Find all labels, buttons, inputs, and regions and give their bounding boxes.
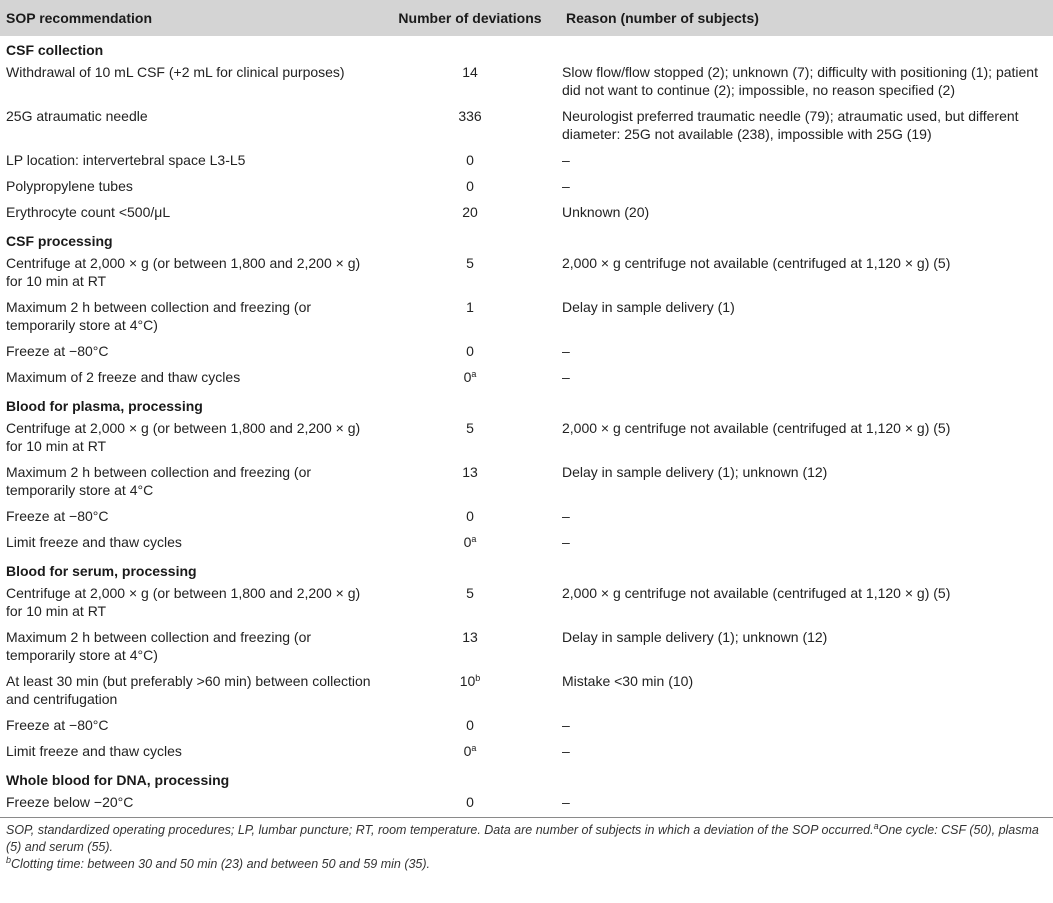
deviation-count: 13 xyxy=(462,464,478,480)
deviation-count: 0 xyxy=(466,343,474,359)
sop-recommendation-cell: Polypropylene tubes xyxy=(6,178,133,194)
deviation-count: 0 xyxy=(466,178,474,194)
section-title: Blood for serum, processing xyxy=(6,563,197,579)
section-title: CSF processing xyxy=(6,233,113,249)
table-row xyxy=(0,149,1053,175)
reason-cell: Delay in sample delivery (1); unknown (12) xyxy=(562,629,828,645)
sop-recommendation-cell: Maximum of 2 freeze and thaw cycles xyxy=(6,369,241,385)
table-footnotes xyxy=(0,818,1053,873)
footnote-b-marker: b xyxy=(6,855,12,865)
sop-recommendation-cell: Freeze below −20°C xyxy=(0,791,380,818)
table-row xyxy=(0,417,1053,461)
reason-cell: – xyxy=(562,743,570,759)
section-header-row xyxy=(0,766,1053,791)
deviation-count-cell xyxy=(380,366,560,392)
deviation-count: 20 xyxy=(462,204,478,220)
table-row xyxy=(0,201,1053,227)
reason-cell: – xyxy=(562,178,570,194)
table-row xyxy=(0,461,1053,505)
deviation-count: 1 xyxy=(466,299,474,315)
deviation-count: 0 xyxy=(463,369,472,385)
footnote-a-text: One cycle: CSF (50), plasma (5) and serum (55). xyxy=(6,823,1039,854)
reason-cell: Delay in sample delivery (1); unknown (12) xyxy=(562,464,828,480)
section-title: Blood for plasma, processing xyxy=(6,398,203,414)
deviation-count-cell xyxy=(380,417,560,461)
footnote-marker: a xyxy=(471,369,477,379)
reason-cell: – xyxy=(562,369,570,385)
reason-cell: Mistake <30 min (10) xyxy=(562,673,694,689)
table-row xyxy=(0,531,1053,557)
section-header-row xyxy=(0,392,1053,417)
reason-cell: Delay in sample delivery (1) xyxy=(562,299,735,315)
deviation-count-cell xyxy=(380,296,560,340)
table-row xyxy=(0,626,1053,670)
section-title: CSF collection xyxy=(6,42,104,58)
table-row xyxy=(0,740,1053,766)
table-header-row xyxy=(0,0,1053,36)
table-row xyxy=(0,175,1053,201)
deviation-count-cell xyxy=(380,670,560,714)
deviation-count-cell xyxy=(380,61,560,105)
footnote-marker: a xyxy=(471,743,477,753)
sop-recommendation-cell: Freeze at −80°C xyxy=(6,508,109,524)
deviation-count: 10 xyxy=(459,673,476,689)
footnote-a-marker: a xyxy=(873,821,879,831)
sop-recommendation-cell: At least 30 min (but preferably >60 min) between collection and centrifugation xyxy=(6,673,371,707)
deviation-count: 0 xyxy=(463,534,472,550)
deviation-count-cell xyxy=(380,201,560,227)
sop-recommendation-cell: Maximum 2 h between collection and freezing (or temporarily store at 4°C) xyxy=(6,299,312,333)
footnote-abbreviations: SOP, standardized operating procedures; LP, lumbar puncture; RT, room temperature. Data are number of subjects in which a deviation of the SOP occurred. xyxy=(6,823,874,837)
deviation-count-cell xyxy=(380,340,560,366)
reason-cell: – xyxy=(562,508,570,524)
table-row xyxy=(0,252,1053,296)
deviation-count: 0 xyxy=(466,152,474,168)
sop-recommendation-cell: Limit freeze and thaw cycles xyxy=(6,743,182,759)
sop-recommendation-cell: Freeze at −80°C xyxy=(6,343,109,359)
deviation-count-cell xyxy=(380,791,560,818)
reason-cell: Neurologist preferred traumatic needle (79); atraumatic used, but different diameter: 25G not available (238), impossible with 25G (19) xyxy=(562,108,1019,142)
deviation-count: 0 xyxy=(466,508,474,524)
table-row xyxy=(0,505,1053,531)
section-header-row xyxy=(0,36,1053,61)
deviation-count: 336 xyxy=(458,108,482,124)
section-header-row xyxy=(0,227,1053,252)
deviation-count-cell xyxy=(380,461,560,505)
reason-cell: 2,000 × g centrifuge not available (centrifuged at 1,120 × g) (5) xyxy=(562,420,951,436)
sop-recommendation-cell: LP location: intervertebral space L3-L5 xyxy=(6,152,246,168)
sop-recommendation-cell: Erythrocyte count <500/μL xyxy=(6,204,171,220)
table-row xyxy=(0,582,1053,626)
table-row xyxy=(0,791,1053,818)
sop-recommendation-cell: Maximum 2 h between collection and freezing (or temporarily store at 4°C xyxy=(6,464,312,498)
deviation-count-cell xyxy=(380,105,560,149)
deviation-count-cell xyxy=(380,531,560,557)
reason-cell: Slow flow/flow stopped (2); unknown (7); difficulty with positioning (1); patient did not want to continue (2); impossible, no reason specified (2) xyxy=(562,64,1038,98)
table-row xyxy=(0,105,1053,149)
reason-cell: – xyxy=(562,152,570,168)
table-body xyxy=(0,36,1053,818)
sop-recommendation-cell: Centrifuge at 2,000 × g (or between 1,800 and 2,200 × g) for 10 min at RT xyxy=(6,420,361,454)
reason-cell: 2,000 × g centrifuge not available (centrifuged at 1,120 × g) (5) xyxy=(562,255,951,271)
deviation-count: 0 xyxy=(466,794,474,810)
sop-recommendation-cell: 25G atraumatic needle xyxy=(6,108,148,124)
sop-recommendation-cell: Centrifuge at 2,000 × g (or between 1,800 and 2,200 × g) for 10 min at RT xyxy=(6,585,361,619)
deviation-count: 5 xyxy=(466,420,474,436)
deviation-count: 0 xyxy=(466,717,474,733)
footnote-marker: b xyxy=(475,673,481,683)
reason-cell: – xyxy=(562,717,570,733)
table-row xyxy=(0,61,1053,105)
deviation-count-cell xyxy=(380,740,560,766)
sop-recommendation-cell: Maximum 2 h between collection and freezing (or temporarily store at 4°C) xyxy=(6,629,312,663)
table-row xyxy=(0,296,1053,340)
header-reason: Reason (number of subjects) xyxy=(560,0,1053,36)
footnote-b-line xyxy=(6,856,1047,873)
sop-recommendation-cell: Centrifuge at 2,000 × g (or between 1,800 and 2,200 × g) for 10 min at RT xyxy=(6,255,361,289)
reason-cell: Unknown (20) xyxy=(562,204,650,220)
section-header-row xyxy=(0,557,1053,582)
deviation-count-cell xyxy=(380,626,560,670)
reason-cell: – xyxy=(560,791,1053,818)
table-row xyxy=(0,340,1053,366)
header-number-of-deviations: Number of deviations xyxy=(380,0,560,36)
deviation-count: 0 xyxy=(463,743,472,759)
deviation-count-cell xyxy=(380,505,560,531)
sop-recommendation-cell: Freeze at −80°C xyxy=(6,717,109,733)
deviation-count-cell xyxy=(380,175,560,201)
footnote-marker: a xyxy=(471,534,477,544)
deviation-count-cell xyxy=(380,252,560,296)
deviation-count: 5 xyxy=(466,585,474,601)
footnote-main-line xyxy=(6,822,1047,856)
table-row xyxy=(0,714,1053,740)
sop-recommendation-cell: Withdrawal of 10 mL CSF (+2 mL for clinical purposes) xyxy=(6,64,345,80)
reason-cell: – xyxy=(562,534,570,550)
deviation-count-cell xyxy=(380,582,560,626)
deviation-count: 14 xyxy=(462,64,478,80)
header-sop-recommendation: SOP recommendation xyxy=(0,0,380,36)
deviation-count: 13 xyxy=(462,629,478,645)
deviation-count-cell xyxy=(380,714,560,740)
sop-recommendation-cell: Limit freeze and thaw cycles xyxy=(6,534,182,550)
table-row xyxy=(0,366,1053,392)
reason-cell: – xyxy=(562,343,570,359)
reason-cell: 2,000 × g centrifuge not available (centrifuged at 1,120 × g) (5) xyxy=(562,585,951,601)
section-title: Whole blood for DNA, processing xyxy=(6,772,230,788)
deviation-count: 5 xyxy=(466,255,474,271)
footnote-b-text: Clotting time: between 30 and 50 min (23) and between 50 and 59 min (35). xyxy=(11,857,431,871)
table-row xyxy=(0,670,1053,714)
deviation-count-cell xyxy=(380,149,560,175)
